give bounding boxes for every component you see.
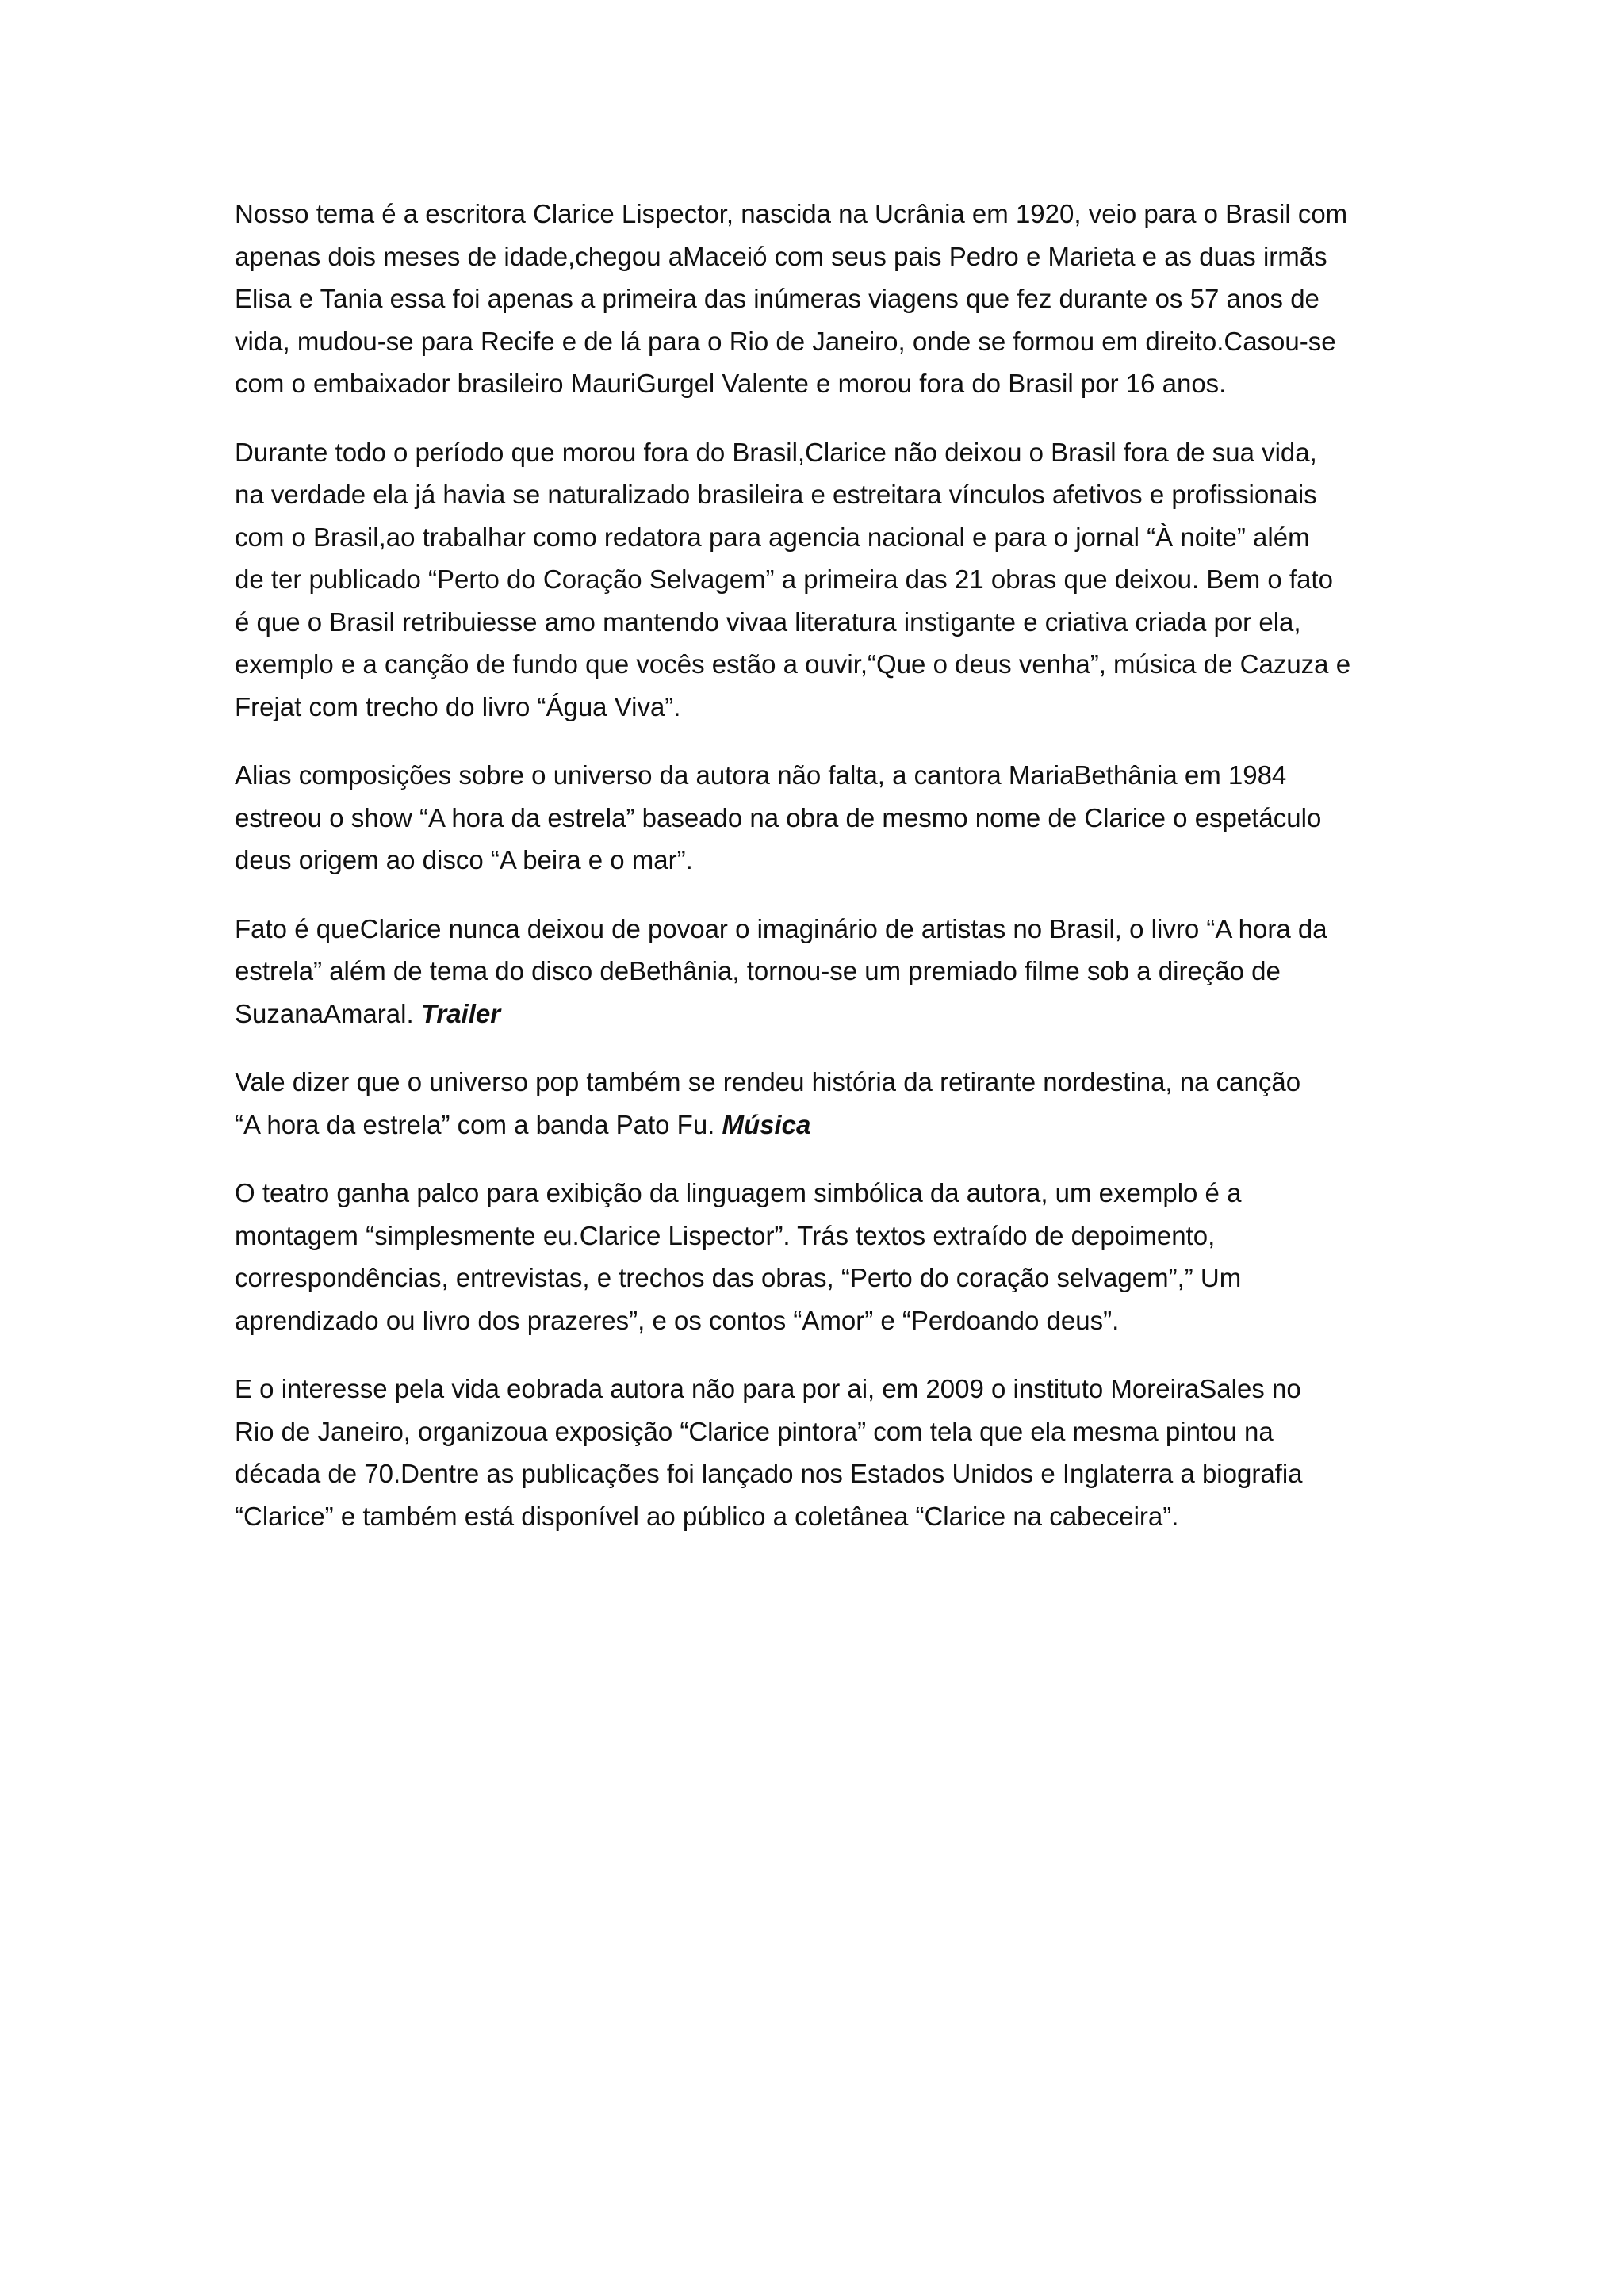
text-line: com o embaixador brasileiro MauriGurgel Valente e morou fora do Brasil por 16 anos. xyxy=(235,369,1227,398)
text-line: Alias composições sobre o universo da autora não falta, a cantora MariaBethânia em 1984 xyxy=(235,760,1287,790)
paragraph-7 xyxy=(235,1368,1405,1537)
text-line: apenas dois meses de idade,chegou aMaceió com seus pais Pedro e Marieta e as duas irmãs xyxy=(235,241,1327,271)
text-line: Nosso tema é a escritora Clarice Lispector, nascida na Ucrânia em 1920, veio para o Brasil com xyxy=(235,199,1348,228)
paragraph-6 xyxy=(235,1172,1405,1341)
paragraph-5 xyxy=(235,1061,1405,1146)
text-line: Durante todo o período que morou fora do Brasil,Clarice não deixou o Brasil fora de sua vida, xyxy=(235,437,1317,467)
text-line: E o interesse pela vida eobrada autora não para por ai, em 2009 o instituto MoreiraSales no xyxy=(235,1374,1301,1403)
paragraph-3 xyxy=(235,754,1405,882)
trailer-emphasis: Trailer xyxy=(420,998,501,1028)
text-line: estrela” além de tema do disco deBethânia, tornou-se um premiado filme sob a direção de xyxy=(235,956,1281,985)
text-line-with-emphasis xyxy=(235,1104,1405,1146)
paragraph-2 xyxy=(235,431,1405,729)
text-line: de ter publicado “Perto do Coração Selvagem” a primeira das 21 obras que deixou. Bem o fato xyxy=(235,564,1333,594)
text-line: exemplo e a canção de fundo que vocês estão a ouvir,“Que o deus venha”, música de Cazuza e xyxy=(235,649,1351,679)
paragraph-1 xyxy=(235,193,1405,405)
text-line: na verdade ela já havia se naturalizado brasileira e estreitara vínculos afetivos e profissionais xyxy=(235,480,1317,509)
text-run: SuzanaAmaral. xyxy=(235,998,421,1028)
text-line: montagem “simplesmente eu.Clarice Lispector”. Trás textos extraído de depoimento, xyxy=(235,1220,1216,1250)
text-line: Rio de Janeiro, organizoua exposição “Clarice pintora” com tela que ela mesma pintou na xyxy=(235,1416,1274,1446)
text-run: “A hora da estrela” com a banda Pato Fu. xyxy=(235,1109,722,1139)
text-line: Frejat com trecho do livro “Água Viva”. xyxy=(235,691,681,721)
musica-emphasis: Música xyxy=(722,1109,811,1139)
text-line: Elisa e Tania essa foi apenas a primeira das inúmeras viagens que fez durante os 57 anos de xyxy=(235,284,1320,313)
text-line: vida, mudou-se para Recife e de lá para o Rio de Janeiro, onde se formou em direito.Casou-se xyxy=(235,326,1336,356)
text-line: O teatro ganha palco para exibição da linguagem simbólica da autora, um exemplo é a xyxy=(235,1178,1242,1207)
text-line: década de 70.Dentre as publicações foi lançado nos Estados Unidos e Inglaterra a biografia xyxy=(235,1459,1303,1488)
text-line: aprendizado ou livro dos prazeres”, e os contos “Amor” e “Perdoando deus”. xyxy=(235,1305,1120,1335)
text-line: deus origem ao disco “A beira e o mar”. xyxy=(235,845,693,874)
text-line: Fato é queClarice nunca deixou de povoar o imaginário de artistas no Brasil, o livro “A hora da xyxy=(235,913,1327,943)
paragraph-4 xyxy=(235,908,1405,1035)
text-line: estreou o show “A hora da estrela” baseado na obra de mesmo nome de Clarice o espetáculo xyxy=(235,802,1322,832)
text-line: com o Brasil,ao trabalhar como redatora para agencia nacional e para o jornal “À noite” além xyxy=(235,522,1310,552)
text-line: correspondências, entrevistas, e trechos das obras, “Perto do coração selvagem”,” Um xyxy=(235,1263,1242,1292)
document-body xyxy=(235,193,1405,1563)
text-line: “Clarice” e também está disponível ao público a coletânea “Clarice na cabeceira”. xyxy=(235,1501,1179,1531)
text-line: Vale dizer que o universo pop também se rendeu história da retirante nordestina, na canção xyxy=(235,1067,1301,1096)
text-line-with-emphasis xyxy=(235,993,1405,1035)
text-line: é que o Brasil retribuiesse amo mantendo vivaa literatura instigante e criativa criada por ela, xyxy=(235,607,1301,637)
